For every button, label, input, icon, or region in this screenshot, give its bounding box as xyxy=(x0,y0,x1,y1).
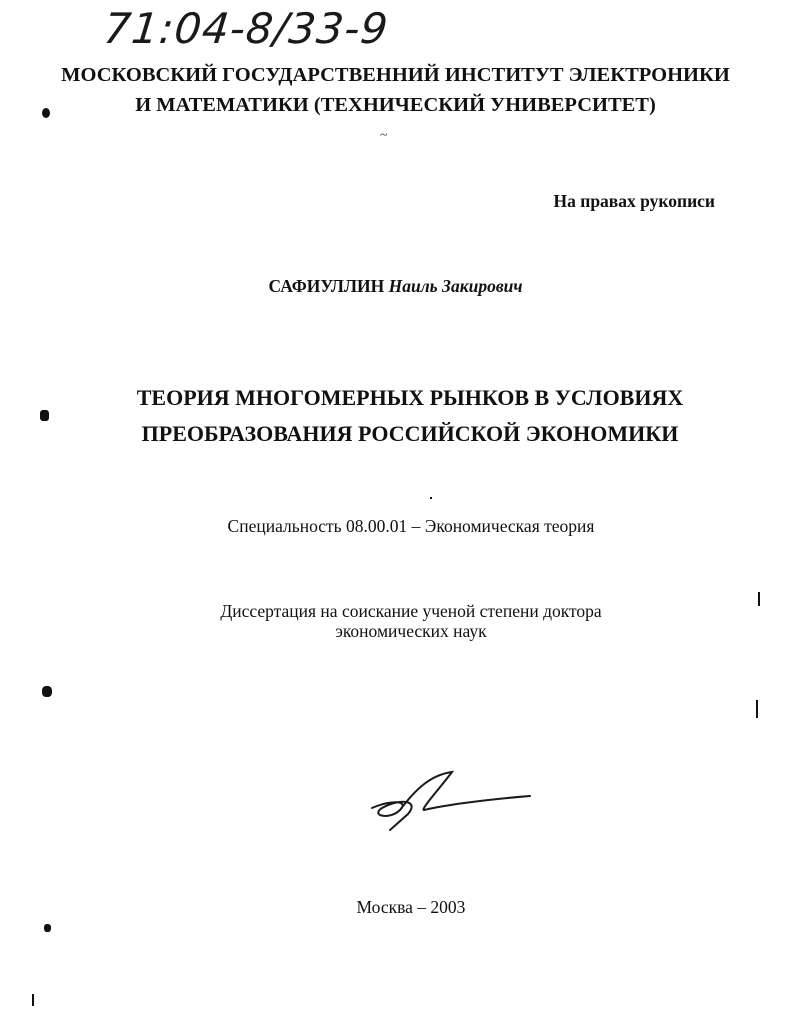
institution-line-1: МОСКОВСКИЙ ГОСУДАРСТВЕННИЙ ИНСТИТУТ ЭЛЕКТРОНИКИ xyxy=(61,64,730,86)
city-year: Москва – 2003 xyxy=(356,897,466,917)
author-surname: САФИУЛЛИН xyxy=(268,276,385,296)
degree-statement xyxy=(0,601,791,641)
title-line-2: ПРЕОБРАЗОВАНИЯ РОССИЙСКОЙ ЭКОНОМИКИ xyxy=(141,421,679,446)
author-name xyxy=(0,276,791,297)
handwritten-catalog-number: 71:04-8/33-9 xyxy=(101,4,391,53)
degree-line-1: Диссертация на соискание ученой степени доктора xyxy=(220,601,602,621)
punch-mark xyxy=(42,686,52,697)
signature xyxy=(360,770,540,840)
punch-mark xyxy=(40,410,49,421)
tilde-mark: ~ xyxy=(380,128,388,143)
edge-mark xyxy=(32,994,34,1006)
dust-dot xyxy=(430,497,432,499)
specialty: Специальность 08.00.01 – Экономическая теория xyxy=(227,516,595,536)
institution-name xyxy=(0,60,791,120)
institution-line-2: И МАТЕМАТИКИ (ТЕХНИЧЕСКИЙ УНИВЕРСИТЕТ) xyxy=(135,94,656,116)
punch-mark xyxy=(42,108,50,118)
dissertation-title xyxy=(0,380,791,452)
rights-notice: На правах рукописи xyxy=(553,191,715,211)
author-given-names: Наиль Закирович xyxy=(388,276,523,296)
edge-mark xyxy=(756,700,758,718)
edge-mark xyxy=(758,592,760,606)
title-line-1: ТЕОРИЯ МНОГОМЕРНЫХ РЫНКОВ В УСЛОВИЯХ xyxy=(136,385,684,410)
punch-mark xyxy=(44,924,51,932)
degree-line-2: экономических наук xyxy=(335,621,487,641)
